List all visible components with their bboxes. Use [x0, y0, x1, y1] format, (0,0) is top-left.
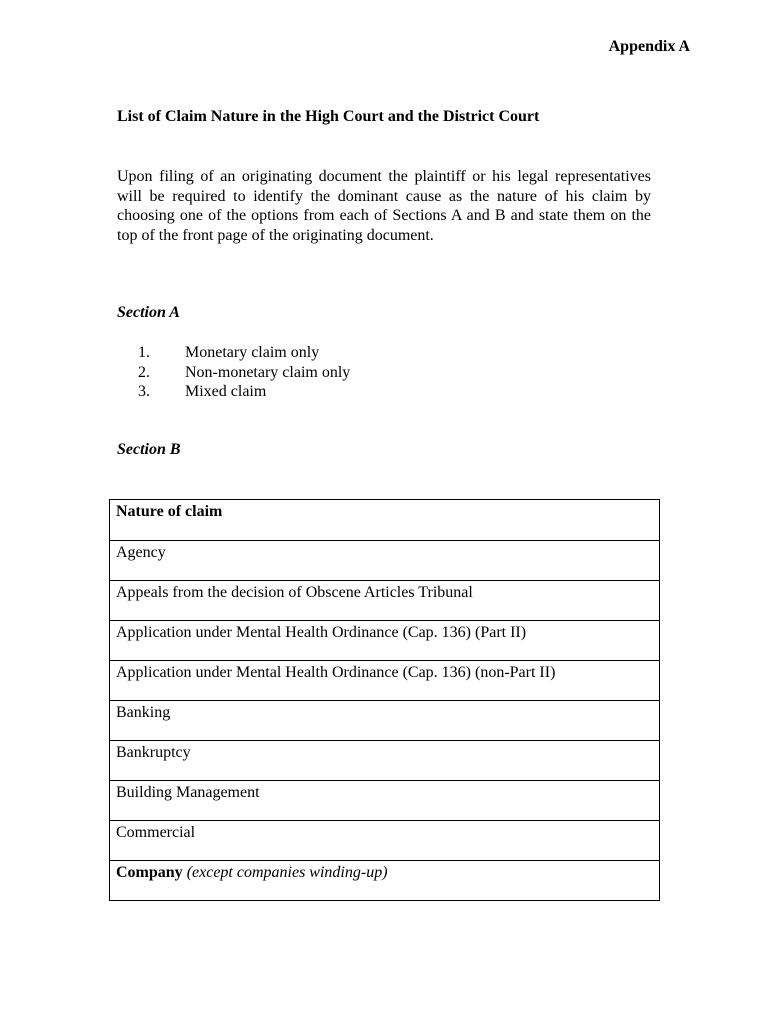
list-item: 1. Monetary claim only: [138, 344, 320, 361]
table-cell: Appeals from the decision of Obscene Articles Tribunal: [110, 581, 660, 621]
company-label: Company: [116, 864, 183, 881]
table-header-row: [110, 500, 660, 541]
table-row: [110, 541, 660, 581]
table-cell: Agency: [110, 541, 660, 581]
table-row: [110, 661, 660, 701]
table-cell: Building Management: [110, 781, 660, 821]
table-header: Nature of claim: [110, 500, 660, 541]
table-cell: Bankruptcy: [110, 741, 660, 781]
table-row: [110, 701, 660, 741]
section-b-heading: Section B: [117, 441, 181, 458]
table-cell: Application under Mental Health Ordinance (Cap. 136) (Part II): [110, 621, 660, 661]
list-item: 2. Non-monetary claim only: [138, 363, 351, 381]
table-cell: Commercial: [110, 821, 660, 861]
table-row: [110, 621, 660, 661]
list-item: 3. Mixed claim: [138, 383, 267, 401]
table-row: [110, 741, 660, 781]
table-row: [110, 821, 660, 861]
table-cell: [110, 861, 660, 901]
section-a-heading: Section A: [117, 304, 180, 321]
section-a-list: [138, 343, 350, 402]
table-row: [110, 781, 660, 821]
appendix-label: Appendix A: [608, 38, 690, 55]
document-title: List of Claim Nature in the High Court and the District Court: [117, 108, 540, 125]
table-row: [110, 861, 660, 901]
intro-paragraph: Upon filing of an originating document the plaintiff or his legal representatives will be required to identify the dominant cause as the nature of his claim by choosing one of the options from each of Sections A and B and state them on the top of the front page of the originating document.: [117, 168, 651, 244]
table-cell: Banking: [110, 701, 660, 741]
company-note: (except companies winding-up): [186, 864, 388, 881]
table-cell: Application under Mental Health Ordinance (Cap. 136) (non-Part II): [110, 661, 660, 701]
claims-table: [109, 499, 660, 901]
table-row: [110, 581, 660, 621]
